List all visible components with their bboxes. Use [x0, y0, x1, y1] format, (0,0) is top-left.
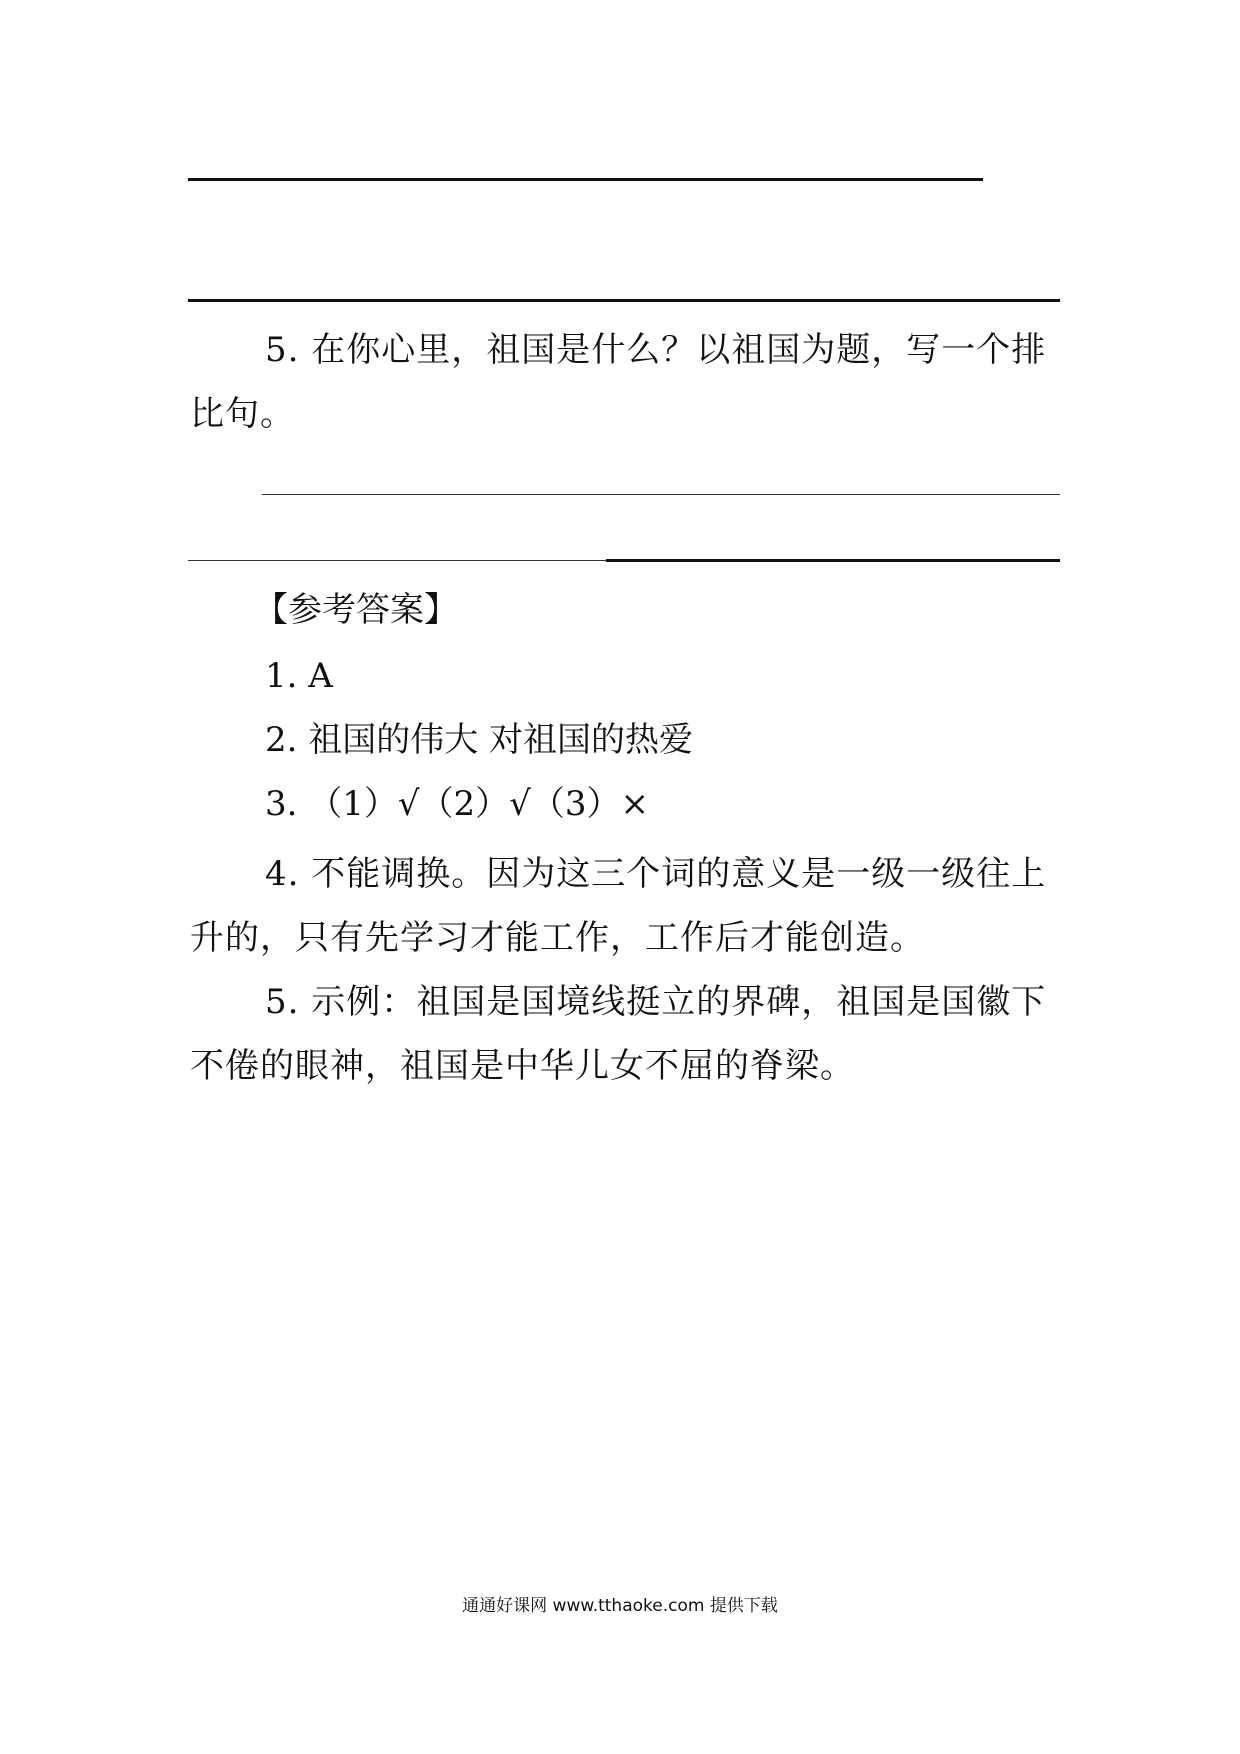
answer-4: 4. 不能调换。因为这三个词的意义是一级一级往上升的，只有先学习才能工作，工作后才能创造。	[190, 854, 1047, 958]
answer-line-2	[188, 299, 1060, 302]
answer-line-1	[188, 178, 983, 181]
question-5: 5. 在你心里，祖国是什么？以祖国为题，写一个排比句。	[190, 330, 1047, 434]
answers-heading: 【参考答案】	[254, 590, 458, 630]
answer-line-3	[262, 494, 1060, 495]
answer-3: 3. （1）√（2）√（3）×	[265, 784, 649, 824]
answer-line-4a	[188, 560, 608, 561]
answer-2: 2. 祖国的伟大 对祖国的热爱	[265, 720, 694, 760]
answer-line-4b	[606, 559, 1060, 562]
answer-5: 5. 示例：祖国是国境线挺立的界碑，祖国是国徽下不倦的眼神，祖国是中华儿女不屈的脊梁。	[190, 982, 1047, 1086]
page-footer: 通通好课网 www.tthaoke.com 提供下载	[462, 1596, 778, 1616]
answer-1: 1. A	[265, 656, 333, 696]
